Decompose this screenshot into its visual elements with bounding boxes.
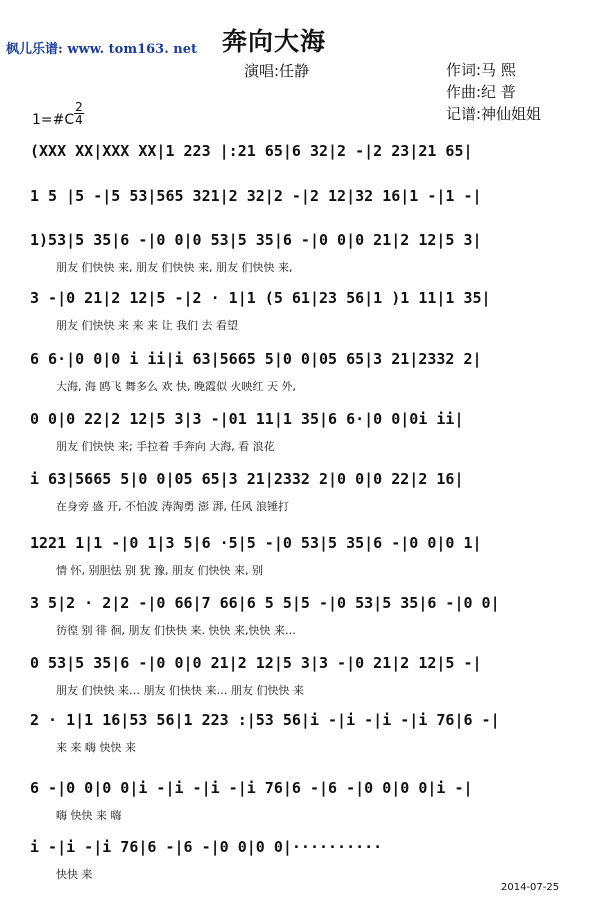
lyric-line: 朋友 们快快 来; 手拉着 手奔向 大海, 看 浪花 — [56, 440, 275, 453]
watermark: 枫儿乐谱: www. tom163. net — [6, 42, 197, 57]
transcription-date: 2014-07-25 — [501, 882, 560, 893]
composer-credit: 作曲:纪 普 — [446, 83, 516, 101]
notation-line: 6 -|0 0|0 0|i -|i -|i -|i 76|6 -|6 -|0 0|0 0|i -| — [30, 779, 473, 797]
key-signature: 1=#C — [32, 112, 75, 128]
lyric-line: 大海, 海 鸥飞 舞多么 欢 快, 晚霞似 火映红 天 外, — [56, 380, 296, 393]
transcriber-credit: 记谱:神仙姐姐 — [446, 105, 542, 123]
time-signature-bottom: 4 — [75, 113, 83, 127]
notation-line: (XXX XX|XXX XX|1 223 |:21 65|6 32|2 -|2 23|21 65| — [30, 142, 473, 160]
notation-line: 1 5 |5 -|5 53|565 321|2 32|2 -|2 12|32 16|1 -|1 -| — [30, 187, 482, 205]
notation-line: 3 -|0 21|2 12|5 -|2 · 1|1 (5 61|23 56|1 )1 11|1 35| — [30, 289, 491, 307]
lyric-line: 来 来 嗨 快快 来 — [56, 741, 136, 754]
notation-line: 0 53|5 35|6 -|0 0|0 21|2 12|5 3|3 -|0 21|2 12|5 -| — [30, 654, 482, 672]
notation-line: 6 6·|0 0|0 i ii|i 63|5665 5|0 0|05 65|3 21|2332 2| — [30, 350, 482, 368]
notation-line: 1)53|5 35|6 -|0 0|0 53|5 35|6 -|0 0|0 21|2 12|5 3| — [30, 231, 482, 249]
lyric-line: 朋友 们快快 来… 朋友 们快快 来… 朋友 们快快 来 — [56, 684, 304, 697]
notation-line: i -|i -|i 76|6 -|6 -|0 0|0 0|·········· — [30, 838, 383, 856]
notation-line: i 63|5665 5|0 0|05 65|3 21|2332 2|0 0|0 22|2 16| — [30, 470, 464, 488]
time-signature-top: 2 — [75, 100, 83, 114]
notation-line: 3 5|2 · 2|2 -|0 66|7 66|6 5 5|5 -|0 53|5 35|6 -|0 0| — [30, 594, 500, 612]
lyric-line: 情 怀, 别胆怯 别 犹 豫, 朋友 们快快 来, 别 — [56, 564, 263, 577]
song-title: 奔向大海 — [222, 27, 327, 56]
time-signature — [74, 101, 84, 126]
notation-line: 2 · 1|1 16|53 56|1 223 :|53 56|i -|i -|i -|i 76|6 -| — [30, 711, 500, 729]
notation-line: 1221 1|1 -|0 1|3 5|6 ·5|5 -|0 53|5 35|6 -|0 0|0 1| — [30, 534, 482, 552]
lyric-line: 快快 来 — [56, 868, 93, 881]
notation-line: 0 0|0 22|2 12|5 3|3 -|01 11|1 35|6 6·|0 0|0i ii| — [30, 410, 464, 428]
lyric-line: 朋友 们快快 来, 朋友 们快快 来, 朋友 们快快 来, — [56, 261, 293, 274]
lyric-line: 彷徨 别 徘 徊, 朋友 们快快 来. 快快 来,快快 来… — [56, 624, 296, 637]
lyricist-credit: 作词:马 熙 — [446, 61, 516, 79]
lyric-line: 嗨 快快 来 嗨 — [56, 809, 122, 822]
singer-credit: 演唱:任静 — [244, 62, 310, 80]
lyric-line: 朋友 们快快 来 来 来 让 我们 去 看望 — [56, 319, 238, 332]
lyric-line: 在身旁 盛 开, 不怕波 涛淘勇 澎 湃, 任风 浪锤打 — [56, 500, 289, 513]
